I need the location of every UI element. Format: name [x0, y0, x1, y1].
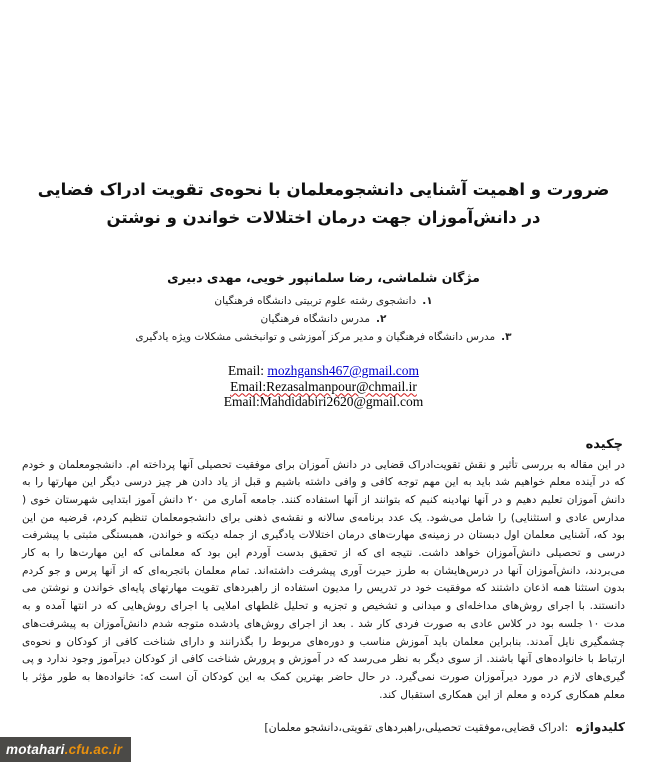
- email-row: [0, 379, 647, 395]
- affiliation-item: [0, 292, 647, 310]
- email-row: [0, 363, 647, 379]
- affiliation-text: دانشجوی رشته علوم تربیتی دانشگاه فرهنگیان: [214, 295, 417, 307]
- affiliation-number: ۲.: [376, 313, 387, 325]
- email-address: Rezasalmanpour@chmail.ir: [266, 378, 417, 394]
- keywords-text: :ادراک قضایی،موفقیت تحصیلی،راهبردهای تقویتی،دانشجو معلمان]: [264, 721, 572, 735]
- abstract-heading: چکیده: [585, 436, 623, 452]
- keywords-line: [0, 720, 647, 734]
- watermark-suffix: .cfu.ac.ir: [64, 742, 123, 757]
- affiliation-text: مدرس دانشگاه فرهنگیان و مدیر مرکز آموزشی و توانبخشی مشکلات ویژه یادگیری: [135, 331, 496, 343]
- abstract-text: در این مقاله به بررسی تأثیر و نقش تقویت‌ادراک قضایی در دانش آموزان برای موفقیت تحصیلی آنها پرداخته ام. دانشجومعلمان و خودم که در آینده معلم خواهیم شد باید به این مهم توجه کافی و وافی داشته باشیم و قبل از یاد دادن هر چیز درسی دیگر این مهارتها را به دانش آموزان تعلیم دهیم و در آنها نهادینه کنیم که بتوانند از آنها استفاده کنند. جامعه آماری من ۲۰ دانش آموز ابتدایی شهرستان خوی ( مدارس عادی و استثنایی) را شامل می‌شود. یک عدد برنامه‌ی سالانه و نقشه‌ی ذهنی برای دانشجومعلمان تنظیم کردم، قرضیه من این بود که، آشنایی معلمان اول دبستان در زمینه‌ی مهارت‌های درمان اختلالات یادگیری از جمله دیکته و خواندن، همبستگی مثبتی با پیشرفت درسی و تحصیلی دانش‌آموزان خواهد داشت. نتیجه ای که از تحقیق بدست آوردم این بود که معلمانی که این مهارت‌ها را به کار می‌بردند، دانش‌آموزان آنها در درس‌هایشان به طرز حیرت آوری پیشرفت داشته‌اند. تمام معلمان باتجربه‌ای که از آنها پرس و جو کردم بدون استثنا همه اذعان داشتند که موفقیت خود در تدریس را مدیون استفاده از راهبردهای تقویت مهارتهای پایه‌ای خواندن و نوشتن می دانستند. با اجرای روش‌های مداخله‌ای و میدانی و تشخیص و تجزیه و تحلیل غلطهای املایی یا اجرای روش‌هایی که در انتها آمده و به مدت ۱۰ جلسه بود در کلاس عادی به صورت فردی کار شد . بعد از اجرای روش‌های یادشده متوجه شدم دانش‌آموزان به پیشرفت‌های چشمگیری نایل آمدند. بنابراین معلمان باید آموزش مناسب و دوره‌های مربوط را بگذرانند و دارای شناخت کافی از کودکان و نحوه‌ی ارتباط با خانواده‌های آنها باشند. از سوی دیگر به نظر می‌رسد که در آموزش و پرورش شناخت کافی از کودکان دیرآموز وجود ندارد و پی گیری‌های لازم در مورد دیرآموزان صورت نمی‌گیرد. در حال حاضر بهترین کمک به این کودکان آن است که: خانواده‌ها به طور مؤثر با معلم همکاری کرده و معلم از این همکاری استقبال کند.: [22, 458, 625, 701]
- email-row: [0, 394, 647, 410]
- emails-block: [0, 363, 647, 410]
- email-label: Email:: [223, 394, 260, 409]
- watermark-badge: [0, 737, 131, 762]
- authors-line: مژگان شلماشی، رضا سلمانپور خویی، مهدی دبیری: [167, 270, 480, 285]
- affiliation-item: [0, 328, 647, 346]
- affiliation-text: مدرس دانشگاه فرهنگیان: [260, 313, 371, 325]
- affiliation-number: ۱.: [422, 295, 433, 307]
- email-link[interactable]: mozhgansh467@gmail.com: [267, 363, 419, 378]
- keywords-label: کلیدواژه: [575, 720, 625, 735]
- watermark-prefix: motahari: [6, 742, 65, 757]
- paper-title-line-2: در دانش‌آموزان جهت درمان اختلالات خواندن و نوشتن: [106, 208, 541, 227]
- email-label: Email:: [228, 363, 268, 378]
- affiliation-number: ۳.: [501, 331, 512, 343]
- affiliations-list: [0, 292, 647, 346]
- affiliation-item: [0, 310, 647, 328]
- email-address: Mahdidabiri2620@gmail.com: [259, 394, 424, 409]
- paper-title: [0, 0, 647, 232]
- paper-title-line-1: ضرورت و اهمیت آشنایی دانشجومعلمان با نحوه‌ی تقویت ادراک فضایی: [37, 180, 610, 199]
- email-label: Email:: [230, 378, 267, 394]
